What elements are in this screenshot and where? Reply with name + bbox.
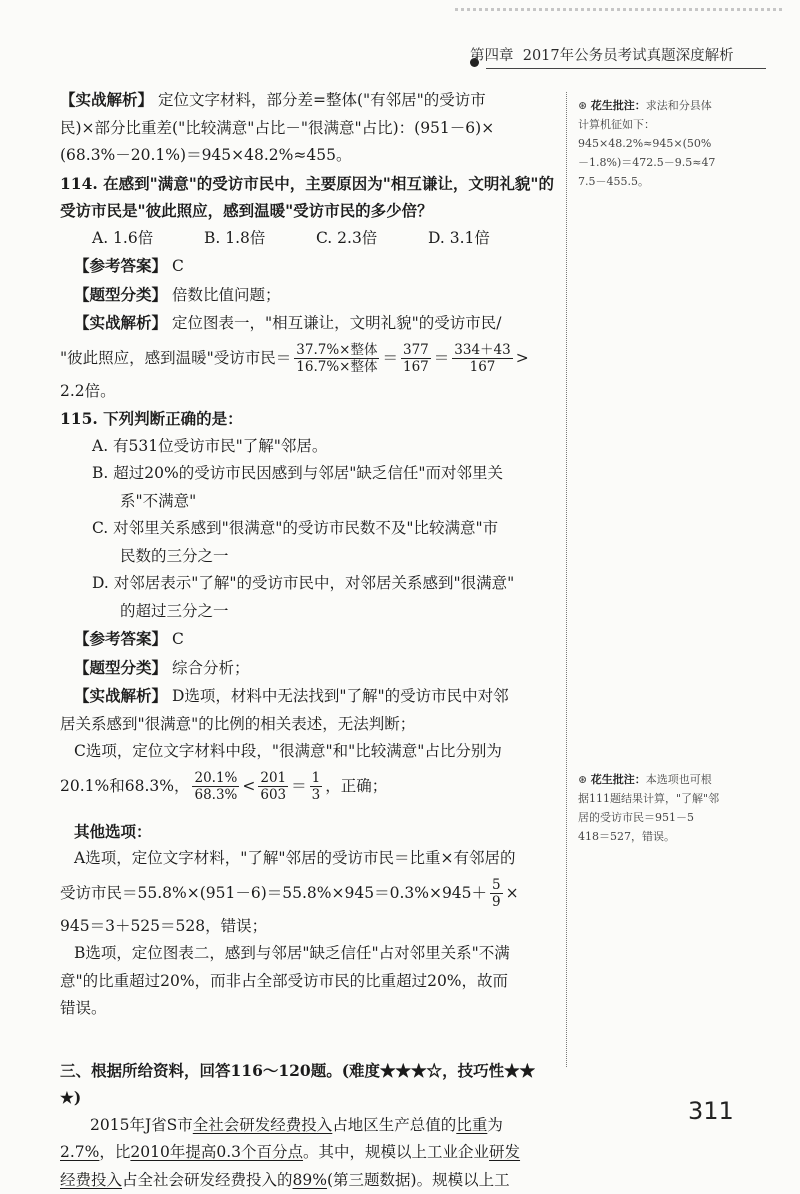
section3-heading: 三、根据所给资料，回答116～120题。(难度★★★☆，技巧性★★ bbox=[60, 1057, 565, 1085]
q115-analysis-a-result: 945＝3＋525＝528，错误； bbox=[60, 913, 565, 941]
running-header bbox=[470, 44, 734, 65]
q114-type: 【题型分类】 倍数比值问题； bbox=[60, 281, 565, 310]
q115-analysis-c: C选项，定位文字材料中段，"很满意"和"比较满意"占比分别为 bbox=[60, 738, 565, 766]
q115-option-b-cont: 系"不满意" bbox=[60, 488, 565, 516]
section3-material-line1: 2015年J省S市全社会研发经费投入占地区生产总值的比重为 bbox=[60, 1112, 565, 1140]
main-text-column bbox=[60, 86, 565, 1194]
q115-analysis-b-cont: 意"的比重超过20%，而非占全部受访市民的比重超过20%，故而 bbox=[60, 968, 565, 996]
q115-option-c-cont: 民数的三分之一 bbox=[60, 543, 565, 571]
q115-analysis-a-formula: 受访市民＝55.8%×(951－6)＝55.8%×945＝0.3%×945＋ $\frac{5}{9}$ × bbox=[60, 873, 565, 913]
side-note-2: ⊛ 花生批注：本选项也可根 据111题结果计算，"了解"邻 居的受访市民＝951－5 418＝527，错误。 bbox=[578, 770, 756, 846]
section3-material-line2: 2.7%，比2010年提高0.3个百分点。其中，规模以上工业企业研发 bbox=[60, 1139, 565, 1167]
q115-option-b: B. 超过20%的受访市民因感到与邻居"缺乏信任"而对邻里关 bbox=[60, 460, 565, 488]
q114-analysis-result: 2.2倍。 bbox=[60, 378, 565, 406]
q115-option-d: D. 对邻居表示"了解"的受访市民中，对邻居关系感到"很满意" bbox=[60, 570, 565, 598]
q115-analysis: 【实战解析】 D选项，材料中无法找到"了解"的受访市民中对邻 bbox=[60, 682, 565, 711]
fraction: $\frac{20.1\%}{68.3\%}$ bbox=[192, 770, 239, 803]
fraction: $\frac{334+43}{167}$ bbox=[452, 342, 512, 375]
q115-option-c: C. 对邻里关系感到"很满意"的受访市民数不及"比较满意"市 bbox=[60, 515, 565, 543]
fraction: $\frac{5}{9}$ bbox=[490, 877, 503, 910]
q114-analysis-formula: "彼此照应，感到温暖"受访市民＝ $\frac{\text{37.7\%×整体}}{\text{16.7\%×整体}}$ ＝ $\frac{377}{167}$ ＝ $\frac{334+43}{167}$ > bbox=[60, 338, 565, 378]
section3-material-line3: 经费投入占全社会研发经费投入的89%(第三题数据)。规模以上工 bbox=[60, 1167, 565, 1194]
note-icon: ⊛ bbox=[578, 99, 591, 112]
fraction: $\frac{377}{167}$ bbox=[401, 342, 431, 375]
q113-analysis-line2: 民)×部分比重差("比较满意"占比－"很满意"占比)：(951－6)× bbox=[60, 115, 565, 143]
note-icon: ⊛ bbox=[578, 773, 591, 786]
side-note-1: ⊛ 花生批注：求法和分县体 计算机征如下： 945×48.2%≈945×(50% －1.8%)＝472.5－9.5≈47 7.5－455.5。 bbox=[578, 96, 756, 191]
q115-option-a: A. 有531位受访市民"了解"邻居。 bbox=[60, 433, 565, 461]
q113-analysis-line3: (68.3%－20.1%)＝945×48.2%≈455。 bbox=[60, 142, 565, 170]
q113-analysis: 【实战解析】 定位文字材料，部分差=整体("有邻居"的受访市 bbox=[60, 86, 565, 115]
q115-stem: 115. 下列判断正确的是： bbox=[60, 405, 565, 433]
fraction: $\frac{201}{603}$ bbox=[258, 770, 288, 803]
q114-analysis: 【实战解析】 定位图表一，"相互谦让，文明礼貌"的受访市民/ bbox=[60, 309, 565, 338]
q115-answer: 【参考答案】 C bbox=[60, 625, 565, 654]
margin-divider bbox=[566, 92, 567, 1067]
fraction: $\frac{1}{3}$ bbox=[310, 770, 323, 803]
q114-answer: 【参考答案】 C bbox=[60, 252, 565, 281]
fraction: $\frac{\text{37.7\%×整体}}{\text{16.7\%×整体}}$ bbox=[294, 342, 379, 375]
header-title: 2017年公务员考试真题深度解析 bbox=[523, 48, 734, 64]
skill-stars: ★★ bbox=[504, 1061, 535, 1080]
page-number: 311 bbox=[688, 1097, 734, 1125]
q115-other-options-title: 其他选项： bbox=[60, 818, 565, 846]
q115-analysis-d-cont: 居关系感到"很满意"的比例的相关表述，无法判断； bbox=[60, 711, 565, 739]
header-chapter: 第四章 bbox=[470, 48, 514, 64]
header-decoration bbox=[455, 8, 785, 11]
q115-analysis-a: A选项，定位文字材料，"了解"邻居的受访市民＝比重×有邻居的 bbox=[60, 845, 565, 873]
q114-stem: 114. 在感到"满意"的受访市民中，主要原因为"相互谦让，文明礼貌"的受访市民是"彼此照应，感到温暖"受访市民的多少倍？ bbox=[60, 170, 565, 225]
q115-option-d-cont: 的超过三分之一 bbox=[60, 598, 565, 626]
difficulty-stars: ★★★☆ bbox=[380, 1061, 442, 1080]
q115-analysis-b: B选项，定位图表二，感到与邻居"缺乏信任"占对邻里关系"不满 bbox=[60, 940, 565, 968]
q115-type: 【题型分类】 综合分析； bbox=[60, 654, 565, 683]
q115-analysis-b-end: 错误。 bbox=[60, 995, 565, 1023]
section3-heading-cont: ★) bbox=[60, 1084, 565, 1112]
q114-options: A. 1.6倍 B. 1.8倍 C. 2.3倍 D. 3.1倍 bbox=[60, 225, 565, 253]
header-rule bbox=[486, 68, 766, 69]
q115-analysis-c-formula: 20.1%和68.3%， $\frac{20.1\%}{68.3\%}$ < $\frac{201}{603}$ ＝ $\frac{1}{3}$ ，正确； bbox=[60, 766, 565, 806]
